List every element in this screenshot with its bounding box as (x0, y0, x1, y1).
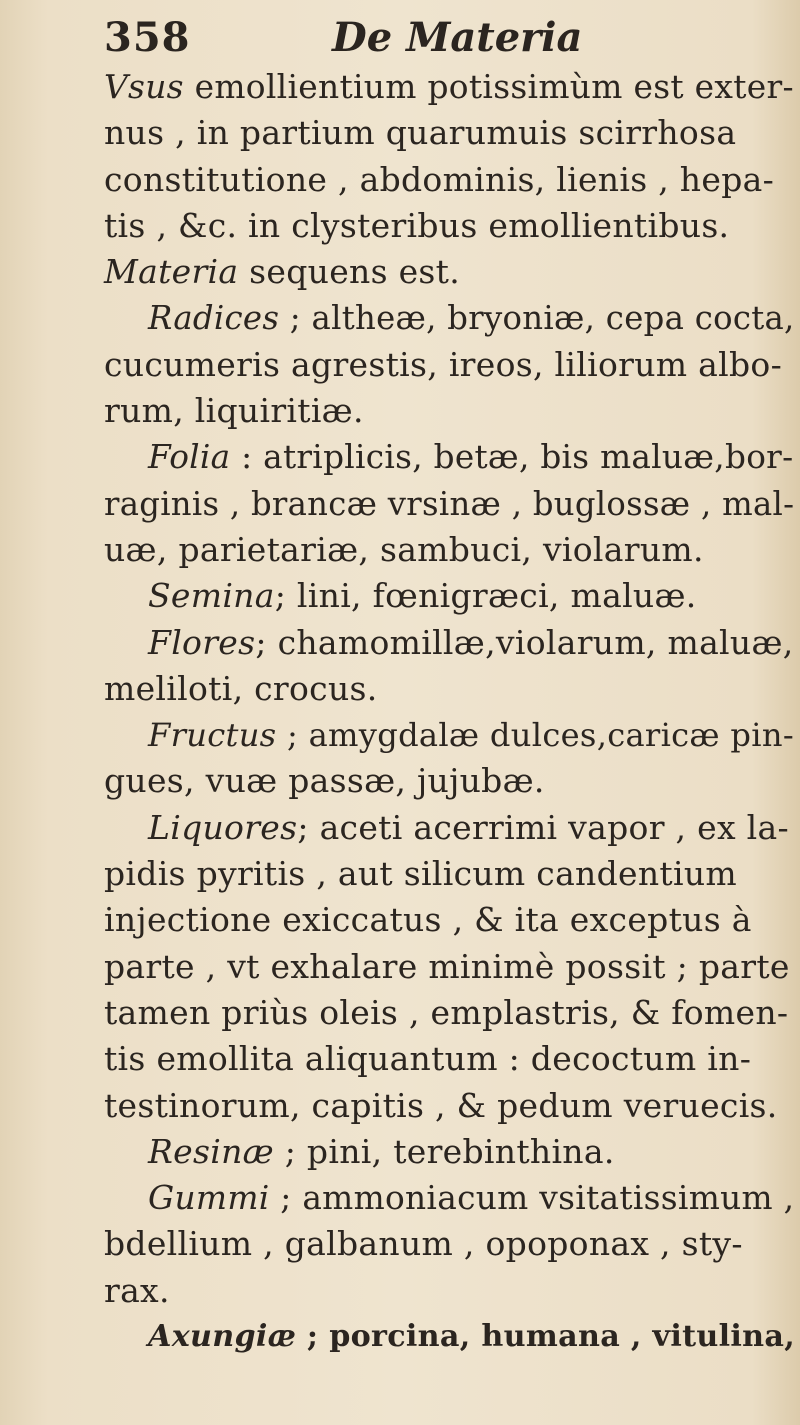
line-text: sequens est. (238, 252, 461, 292)
line-text: ; altheæ, bryoniæ, cepa cocta, (279, 299, 795, 338)
page-number: 358 (104, 14, 191, 61)
text-line (104, 944, 794, 990)
text-line (104, 666, 794, 712)
text-line (104, 1129, 794, 1175)
text-line (104, 388, 794, 434)
line-text: ; pini, terebinthina. (273, 1131, 615, 1171)
line-text: constitutione , abdominis, lienis , hepa- (104, 159, 775, 199)
text-line (104, 157, 794, 203)
line-lead-word: Fructus (148, 716, 277, 755)
text-line (104, 805, 794, 851)
text-line (104, 897, 794, 943)
line-text: ; lini, fœnigræci, maluæ. (274, 576, 697, 616)
text-line (104, 64, 794, 110)
text-line (104, 295, 794, 341)
line-lead-word: Resinæ (148, 1131, 274, 1171)
line-text: testinorum, capitis , & pedum veruecis. (104, 1085, 778, 1125)
text-line (104, 1083, 794, 1129)
line-text: cucumeris agrestis, ireos, liliorum albo- (104, 344, 783, 384)
line-text: nus , in partium quarumuis scirrhosa (104, 113, 737, 153)
text-line (104, 758, 794, 804)
line-text: raginis , brancæ vrsinæ , buglossæ , mal- (104, 484, 795, 523)
line-text: pidis pyritis , aut silicum candentium (104, 854, 737, 894)
text-line (104, 342, 794, 388)
line-lead-word: Gummi (148, 1179, 270, 1218)
text-line (104, 434, 794, 480)
text-line (104, 110, 794, 156)
text-line (104, 990, 794, 1036)
line-lead-word: Semina (148, 576, 275, 616)
text-line (104, 203, 794, 249)
running-head (104, 14, 764, 64)
text-line (104, 573, 794, 619)
line-text: meliloti, crocus. (104, 668, 378, 708)
line-text: ; amygdalæ dulces,caricæ pin- (276, 716, 794, 755)
text-line (104, 1221, 794, 1267)
running-title: De Materia (332, 14, 583, 61)
text-line (104, 1314, 794, 1360)
line-lead-word: Axungiæ (148, 1319, 297, 1355)
text-line (104, 620, 794, 666)
line-text: : atriplicis, betæ, bis maluæ,bor- (230, 438, 794, 477)
line-lead-word: Materia (104, 252, 239, 292)
line-text: bdellium , galbanum , opoponax , sty- (104, 1224, 743, 1264)
text-line (104, 1175, 794, 1221)
line-text: rax. (104, 1270, 170, 1310)
line-text: ; chamomillæ,violarum, maluæ, (255, 622, 794, 662)
line-text: ; aceti acerrimi vapor , ex la- (297, 807, 789, 847)
line-lead-word: Radices (148, 299, 280, 338)
line-text: injectione exiccatus , & ita exceptus à (104, 900, 752, 940)
text-line (104, 1268, 794, 1314)
body-text (104, 64, 794, 1360)
line-text: gues, vuæ passæ, jujubæ. (104, 761, 545, 801)
line-text: tamen priùs oleis , emplastris, & fomen- (104, 992, 789, 1032)
line-text: ; porcina, humana , vitulina, (296, 1319, 796, 1355)
line-text: parte , vt exhalare minimè possit ; parte (104, 946, 790, 986)
line-lead-word: Liquores (148, 807, 298, 847)
line-lead-word: Flores (148, 622, 256, 662)
line-text: ; ammoniacum vsitatissimum , (269, 1179, 795, 1218)
line-text: uæ, parietariæ, sambuci, violarum. (104, 529, 704, 569)
line-text: emollientium potissimùm est exter- (183, 67, 794, 106)
text-line (104, 1036, 794, 1082)
text-line (104, 481, 794, 527)
text-line (104, 851, 794, 897)
line-lead-word: Folia (148, 438, 231, 477)
line-text: tis , &c. in clysteribus emollientibus. (104, 205, 730, 245)
line-text: rum, liquiritiæ. (104, 391, 364, 431)
line-text: tis emollita aliquantum : decoctum in- (104, 1039, 752, 1079)
text-line (104, 712, 794, 758)
text-line (104, 249, 794, 295)
text-line (104, 527, 794, 573)
line-lead-word: Vsus (104, 67, 184, 106)
